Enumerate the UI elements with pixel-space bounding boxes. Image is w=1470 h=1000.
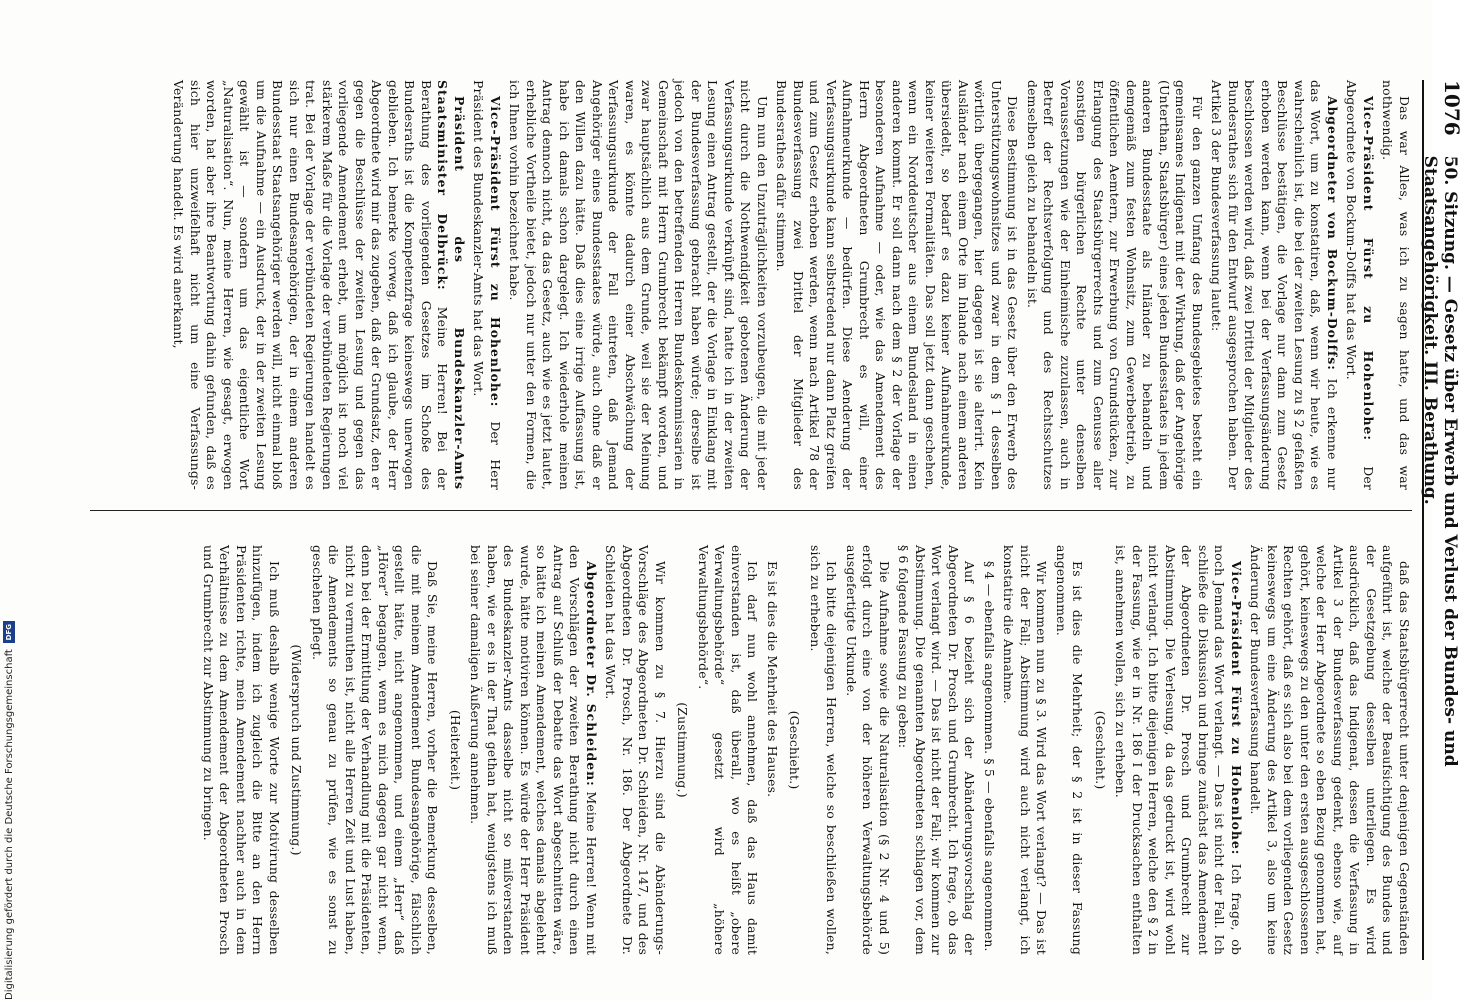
speaker-name: Vice-Präsident Fürst zu Hohenlohe: [488,96,503,408]
paragraph-text: Das war Alles, was ich zu sagen hatte, und das war nothwendig. [1380,80,1412,490]
paragraph-text: Ich frage, ob noch Jemand das Wort verlangt. — Das ist nicht der Fall. Ich schließe die Diskussion und bringe zunächst das Amendement der Abgeordneten Dr. Prosch und Grumbrecht zur Abstimmung. Die Verlesung, da das gedruckt ist, wird wohl nicht verlangt. Ich bitte diejenigen Herren, welche den § 2 in der Fassung, wie er in Nr. 186 I der Drucksachen enthalten ist, annehmen wollen, sich zu erheben. [1113,545,1244,955]
credit-text: Digitalisierung gefördert durch die Deutsche Forschungsgemeinschaft [3,649,15,1000]
page-number: 1076 [1440,80,1464,136]
rotated-page [50,40,1470,1000]
speaker-name: Abgeordneter Dr. Schleiden: [584,561,599,787]
paragraph-text: Wir kommen nun zu § 3. Wird das Wort verlangt? — Das ist nicht der Fall; Abstimmung wird auch nicht verlangt, ich konstatire die Annahme. [1001,545,1050,955]
paragraph-text: Meine Herren! Wenn mit den Vorschlägen der zweiten Berathung nicht durch einen Antrag auf Schluß der Debatte das Wort abgeschnitten wäre, so hätte ich meinen Amendement, welches damals abgelehnt wurde, hätte motiviren können. Es würde der Herr Präsident des Bundeskanzler-Amts dasselbe nicht so mißverstanden haben, wie er es in der That gethan hat, wenigstens ich muß bei seiner damaligen Äußerung annehmen. [468,545,599,956]
paragraph-text: Für den ganzen Umfang des Bundesgebietes besteht ein gemeinsames Indigenat mit der Wirkung, daß der Angehörige (Unterthan, Staatsbürger) eines jeden Bundesstaates in jedem anderen Bundesstaate als Inländer zu behandeln und demgemäß zum festen Wohnsitz, zum Gewerbebetrieb, zu öffentlichen Aemtern, zur Erwerbung von Grundstücken, zur Erlangung des Staatsbürgerrechts und zum Genusse aller sonstigen bürgerlichen Rechte unter denselben Voraussetzungen wie der Einheimische zuzulassen, auch in Betreff der Rechtsverfolgung und des Rechtsschutzes demselben gleich zu behandeln ist. [1025,80,1205,490]
paragraph [895,545,978,955]
paragraph [695,545,761,955]
paragraph [1000,545,1050,955]
paragraph [309,545,441,955]
paragraph-text: Auf § 6 bezieht sich der Abänderungsvorschlag der Abgeordneten Dr. Prosch und Grumbrecht. Ich frage, ob das Wort verlangt wird. — Das ist nicht der Fall; wir kommen zur Abstimmung. Die genannten Abgeordneten schlagen vor, dem § 6 folgende Fassung zu geben: [896,545,978,955]
stage-direction: (Widerspruch und Zustimmung.) [289,644,305,856]
paragraph [1053,545,1086,955]
right-column [90,545,1412,955]
paragraph-text: daß das Staatsbürgerrecht unter denjenigen Gegenständen aufgeführt ist, welche der Beaufsichtigung des Bundes und der Gesetzgebung desselben unterliegen. Es wird ausdrücklich, daß das Indigenat, dessen die Verfassung in Artikel 3 der Bundesverfassung gedenkt, ebenso wie, auf welche der Herr Abgeordnete so eben Bezug genommen hat, gehört, keineswegs zu den unter den ersten ausgeschlossenen Rechten gehört, daß es sich also bei dem vorliegenden Gesetz keineswegs um eine Änderung des Artikel 3, also um keine Änderung der Bundesverfassung handelt. [1248,545,1412,955]
paragraph [764,545,781,955]
paragraph-text: Daß Sie, meine Herren, vorher die Bemerkung desselben, die mit meinem Amendement Bundesangehörige, fälschlich gestellt hätte, nicht angenommen, und einem „Herr“ daß „Hörer“ begangen, wenn es mich dagegen gar nicht wenn, denn bei der Ermittlung der Verhandlung mit die Präsidenten, nicht zu vermuthen ist, nicht alle Herren Zeit und Lust haben, die Amendements so genau zu prüfen, wie es sonst zu geschehen pflegt. [310,545,441,955]
paragraph-text: Wir kommen zu § 7. Hierzu sind die Abänderungs-Vorschläge des Abgeordneten Dr. Schleiden, Nr. 147, und des Abgeordneten Dr. Prosch, Nr. 186. Der Abgeordnete Dr. Schleiden hat das Wort. [603,545,668,955]
paragraph [1208,80,1340,490]
speaker-name: Vice-Präsident Fürst zu Hohenlohe: [1361,96,1376,441]
paragraph-text: Ich muß deshalb wenige Worte zur Motivirung desselben hinzufügen, indem ich zugleich die Bitte an den Herrn Präsidenten richte, mein Amendement nachher auch in dem Verhältnisse zu dem Amendement der Abgeordneten Prosch und Grumbrecht zur Abstimmung zu bringen. [201,545,282,955]
paragraph [807,545,840,955]
stage-direction: (Geschieht.) [1093,710,1108,790]
stage-direction: (Heiterkeit.) [448,709,463,791]
paragraph [467,545,599,955]
paragraph [602,545,668,955]
paragraph-text: Der Herr Präsident des Bundeskanzler-Amts hat das Wort. [471,80,503,490]
paragraph-text: Ich bitte diejenigen Herren, welche so beschließen wollen, sich zu erheben. [808,545,840,955]
stage-direction: (Geschieht.) [787,710,803,790]
paragraph [843,545,893,955]
paragraph [773,80,1021,490]
paragraph-text: Ich darf nun wohl annehmen, daß das Haus damit einverstanden ist, daß überall, wo es heißt „obere Verwaltungsbehörde“ gesetzt wird „höhere Verwaltungsbehörde“. [696,545,761,955]
speaker-name: Präsident des Bundeskanzler-Amts Staatsminister Delbrück: [435,80,467,490]
paragraph [1247,545,1412,955]
paragraph-text: § 4 — ebenfalls angenommen. § 5 — ebenfalls angenommen. [982,561,997,952]
paragraph-text: Es ist dies die Mehrheit des Hauses. [765,561,780,798]
paragraph-text: Meine Herren! Bei der Berathung des vorliegenden Gesetzes im Schoße des Bundesraths ist die Kompetenzfrage keineswegs unerwogen geblieben. Ich bemerke vorweg, daß ich glaube, der Herr Abgeordnete wird mir das zugeben, daß der Grundsatz, den er gegen die Beschlüsse der zweiten Lesung und gegen das vorliegende Amendement erhebt, um möglich ist noch viel stärkerem Maße für die Vorlage der verbündeten Regierungen trat. Bei der Vorlage der verbündeten Regierungen handelt es sich nur einen Bundesangehörigen, der in einem anderen Bundesstaat Staatsangehöriger werden will, nicht einmal bloß um die Aufnahme — ein Ausdruck, der in der zweiten Lesung gewählt ist — sondern um das eigentliche Wort „Naturalisation“. Nun, meine Herren, wie gesagt, erwogen worden, hat aber ihre Beantwortung dahin gefunden, daß es sich hier unzweifelhaft nicht um eine Verfassungs-Veränderung handelt. Es wird anerkannt, [171,80,451,491]
digitization-credit [2,600,16,1000]
paragraph-text: Ich erkenne nur das Wort, um zu konstatiren, daß, wenn wir heute, wie es wahrscheinlich ist, die bei der zweiten Lesung zu § 2 gefaßten Beschlüsse bestätigen, die Vorlage nur dann zum Gesetz erhoben werden kann, wenn bei der Verfassungsänderung beschlossen werden wird, daß zwei Drittel der Mitglieder des Bundesrathes sich für den Entwurf ausgesprochen haben. Der Artikel 3 der Bundesverfassung lautet: [1209,80,1340,491]
paragraph-text: Es ist dies die Mehrheit; der § 2 ist in dieser Fassung angenommen. [1054,545,1086,955]
paragraph [470,80,503,490]
column-divider [90,510,1412,511]
paragraph-text: Die Aufnahme sowie die Naturalisation (§ 2 Nr. 4 und 5) erfolgt durch eine von der höheren Verwaltungsbehörde ausgefertigte Urkunde. [844,545,892,955]
paragraph-text: Um nun den Unzuträglichkeiten vorzubeugen, die mit jeder nicht durch die Nothwendigkeit gebotenen Änderung der Verfassungsurkunde verknüpft sind, hatte ich in der zweiten Lesung einen Antrag gestellt, der die Vorlage in Einklang mit der Bundesverfassung gebracht haben würde; derselbe ist jedoch von den betreffenden Herren Bundeskommissarien in Gemeinschaft mit Herrn Grumbrecht bekämpft worden, und zwar hauptsächlich aus dem Grunde, weil sie der Meinung waren, es könnte dadurch einer Abschwächung der Verfassungsurkunde der Fall eintreten, daß Jemand Angehöriger eines Bundesstaates würde, auch ohne daß er den Willen dazu hätte. Daß dies eine irrige Auffassung ist, habe ich damals schon dargelegt. Ich wiederhole meinen Antrag dennoch nicht, da das Gesetz, auch wie es jetzt lautet, erhebliche Vortheile bietet, jedoch nur unter den Formen, die ich Ihnen vorhin bezeichnet habe. [507,80,770,490]
paragraph [170,80,467,490]
speaker-name: Vice-Präsident Fürst zu Hohenlohe: [1229,561,1244,856]
paragraph [506,80,770,490]
paragraph [200,545,283,955]
paragraph [1024,80,1206,490]
paragraph [981,545,998,955]
page-header [1422,80,1464,960]
speaker-name: Abgeordneter von Bockum-Dolffs: [1325,96,1340,371]
paragraph [1379,80,1412,490]
dfg-logo-icon: DFG [3,621,15,643]
paragraph-text: Der Abgeordnete von Bockum-Dolffs hat das Wort. [1344,80,1376,490]
paragraph [1343,80,1376,490]
left-column [90,80,1412,490]
paragraph-text: Diese Bestimmung ist in das Gesetz über den Erwerb des Unterstützungswohnsitzes und zwar in dem § 1 desselben wörtlich übergegangen, hier dagegen ist sie alterirt. Kein Ausländer nach einem Orte im Inlande nach einem anderen übersiedelt, so bedarf es dazu keiner Aufnahmeurkunde, keiner weiteren Formalitäten. Das soll jetzt dann geschehen, wenn ein Norddeutscher aus einem Bundesland in einen anderen kommt. Er soll dann nach dem § 2 der Vorlage der besonderen Aufnahme — oder, wie das Amendement des Herrn Abgeordneten Grumbrecht es will, einer Aufnahmeurkunde — bedürfen. Diese Aenderung der Verfassungsurkunde kann selbstredend nur dann Platz greifen und zum Gesetz erhoben werden, wenn nach Artikel 78 der Bundesverfassung zwei Drittel der Mitglieder des Bundesrathes dafür stimmen. [774,80,1021,490]
paragraph [1112,545,1244,955]
stage-direction: (Zustimmung.) [675,702,691,798]
page-title: 50. Sitzung. — Gesetz über Erwerb und Verlust der Bundes- und Staatsangehörigkeit. III. Berathung. [1420,155,1460,767]
